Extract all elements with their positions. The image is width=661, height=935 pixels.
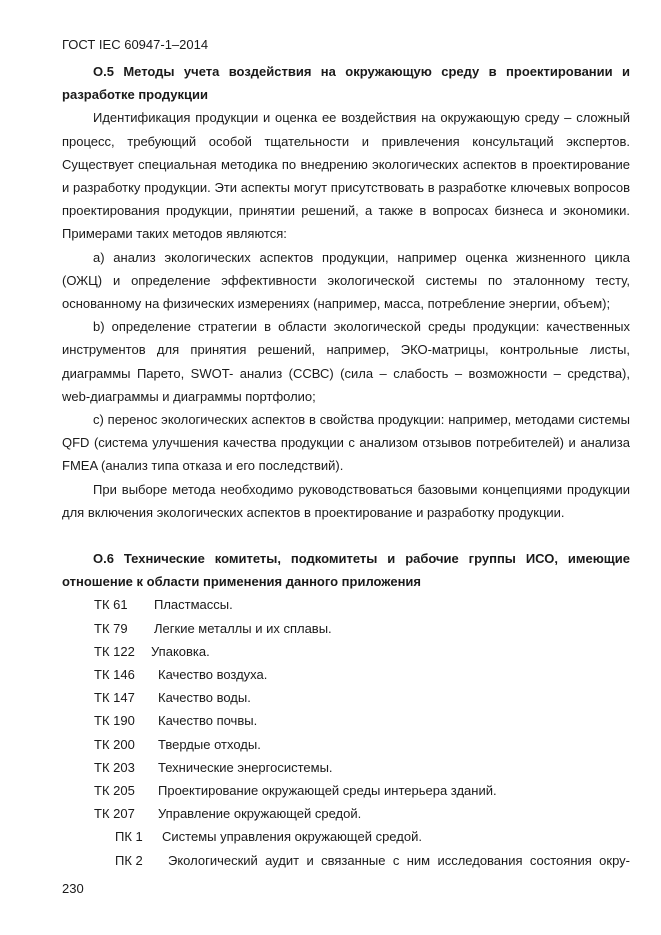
committee-code: ТК 79 <box>94 620 128 636</box>
page-content <box>62 60 630 872</box>
list-item <box>62 756 630 779</box>
list-item <box>62 617 630 640</box>
section-o5-item-c: c) перенос экологических аспектов в свойства продукции: например, методами системы QFD (система улучшения качества продукции с анализом отзывов потребителей) и анализа FMEA (анализ типа отказа и его последствий). <box>62 412 630 474</box>
committee-code: ТК 146 <box>94 667 135 683</box>
list-item <box>62 779 630 802</box>
committee-code: ТК 205 <box>94 782 135 798</box>
list-item <box>62 849 630 872</box>
committee-name: Пластмассы. <box>154 597 233 613</box>
committee-name: Качество воздуха. <box>158 667 268 683</box>
committee-name: Технические энергосистемы. <box>158 759 333 775</box>
list-item <box>62 802 630 825</box>
committee-name: Твердые отходы. <box>158 736 261 752</box>
committee-name: Упаковка. <box>151 643 210 659</box>
list-item <box>62 593 630 616</box>
subcommittee-code: ПК 1 <box>115 829 143 845</box>
committee-code: ТК 122 <box>94 643 135 659</box>
committee-code: ТК 203 <box>94 759 135 775</box>
committee-code: ТК 61 <box>94 597 128 613</box>
committee-name: Управление окружающей средой. <box>158 806 362 822</box>
committee-code: ТК 207 <box>94 806 135 822</box>
list-item <box>62 686 630 709</box>
subcommittee-code: ПК 2 <box>115 852 143 868</box>
committee-code: ТК 200 <box>94 736 135 752</box>
committee-name: Проектирование окружающей среды интерьера зданий. <box>158 782 497 798</box>
subcommittee-name: Системы управления окружающей средой. <box>162 829 422 845</box>
list-item <box>62 663 630 686</box>
section-o5-item-b: b) определение стратегии в области экологической среды продукции: качественных инструментов для принятия решений, например, ЭКО-матрицы, контрольные листы, диаграммы Парето, SWOT- анализ (ССВС) (сила – слабость – возможности – средства), web-диаграммы и диаграммы портфолио; <box>62 319 630 404</box>
committee-name: Легкие металлы и их сплавы. <box>154 620 332 636</box>
section-o5-item-a: a) анализ экологических аспектов продукции, например оценка жизненного цикла (ОЖЦ) и определение эффективности экологической системы по эталонному тесту, основанному на физических измерениях (например, масса, потребление энергии, объем); <box>62 249 630 312</box>
committee-code: ТК 147 <box>94 690 135 706</box>
list-item <box>62 709 630 732</box>
subcommittee-name: Экологический аудит и связанные с ним исследования состояния окру- <box>168 852 630 868</box>
list-item <box>62 640 630 663</box>
document-header: ГОСТ IEC 60947-1–2014 <box>62 37 209 52</box>
section-o6-title: О.6 Технические комитеты, подкомитеты и рабочие группы ИСО, имеющие отношение к области применения данного приложения <box>62 551 630 590</box>
committee-code: ТК 190 <box>94 713 135 729</box>
section-o5-paragraph: Идентификация продукции и оценка ее воздействия на окружающую среду – сложный процесс, требующий особой тщательности и привлечения консультаций экспертов. Существует специальная методика по внедрению экологических аспектов в проектирование и разработку продукции. Эти аспекты могут присутствовать в разработке ключевых вопросов проектирования продукции, принятии решений, а также в вопросах бизнеса и экономики. Примерами таких методов являются: <box>62 110 630 242</box>
section-o5-paragraph: При выборе метода необходимо руководствоваться базовыми концепциями продукции для включения экологических аспектов в проектирование и разработку продукции. <box>62 481 630 520</box>
committee-list <box>62 593 630 871</box>
committee-name: Качество воды. <box>158 690 251 706</box>
page-number: 230 <box>62 881 84 896</box>
section-o5-title: О.5 Методы учета воздействия на окружающую среду в проектировании и разработке продукции <box>62 64 630 103</box>
committee-name: Качество почвы. <box>158 713 258 729</box>
list-item <box>62 733 630 756</box>
list-item <box>62 825 630 848</box>
